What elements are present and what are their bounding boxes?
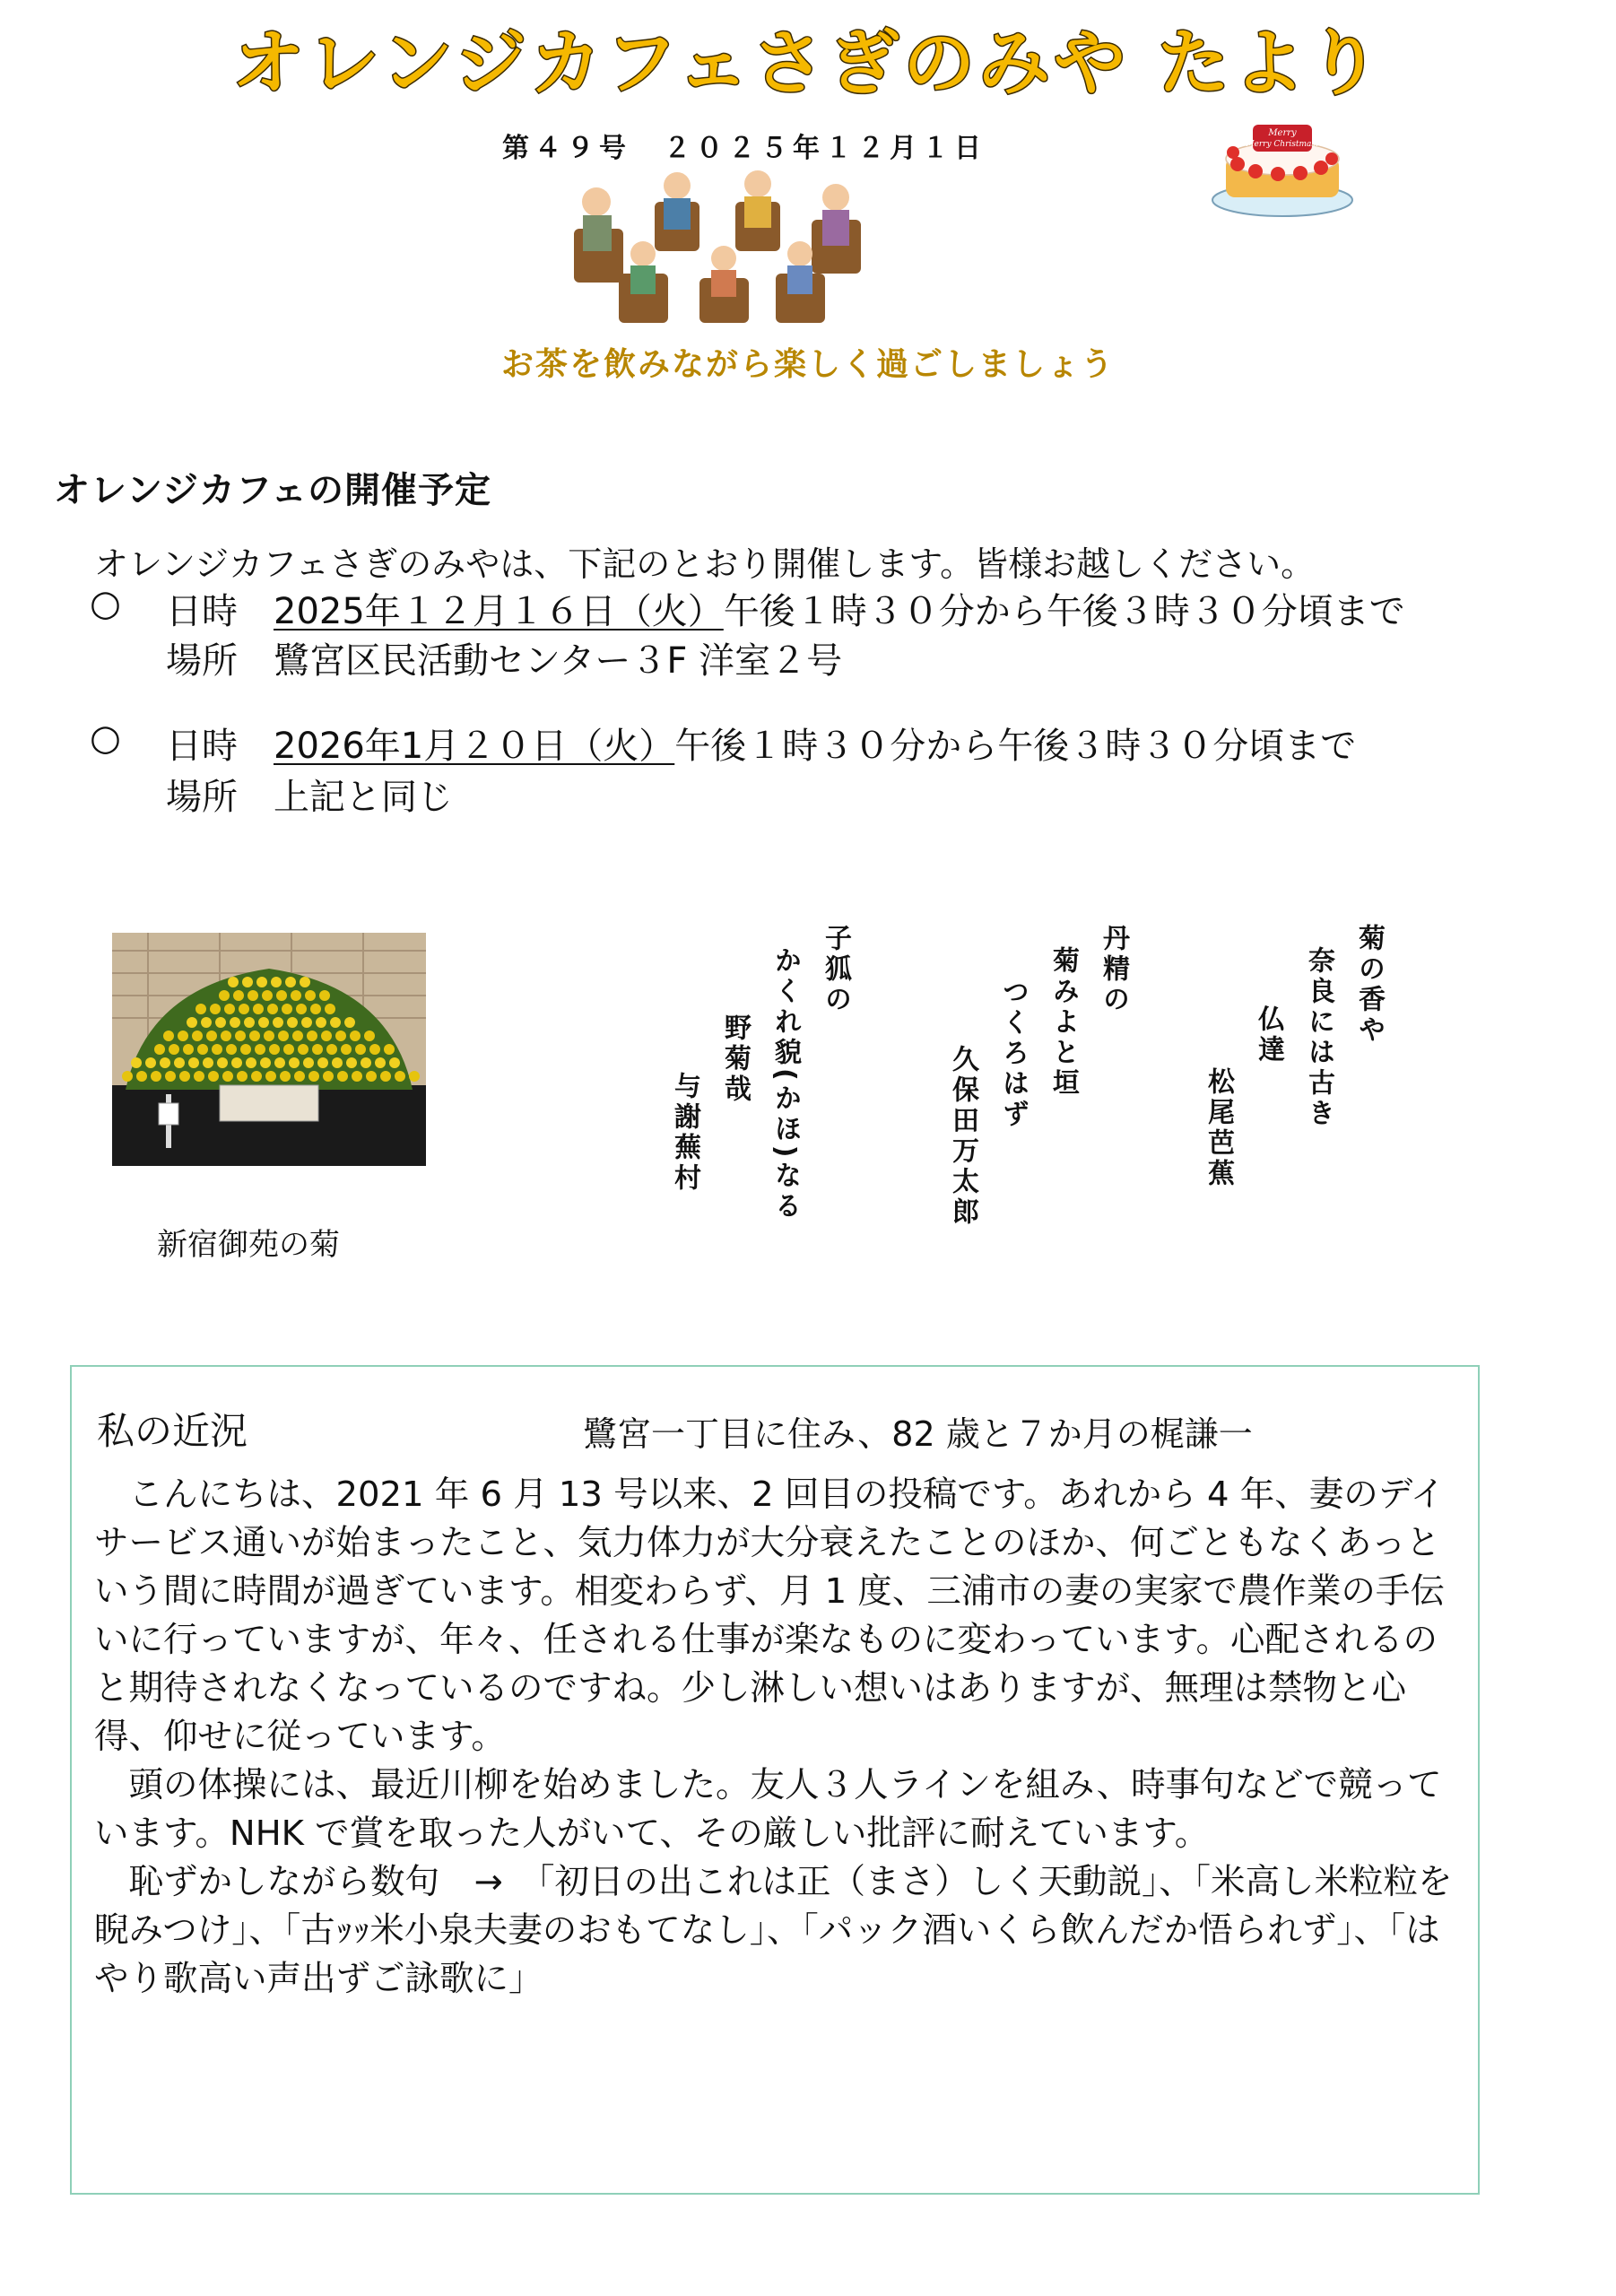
flower-dot bbox=[282, 1004, 292, 1014]
haiku-line: 菊の香や bbox=[1353, 924, 1385, 1046]
flower-dot bbox=[160, 1057, 170, 1068]
flower-dot bbox=[228, 977, 239, 987]
flower-dot bbox=[244, 1017, 255, 1028]
event-datetime bbox=[274, 583, 1405, 634]
flower-dot bbox=[249, 1031, 260, 1041]
flower-dot bbox=[267, 1004, 278, 1014]
flower-dot bbox=[251, 1071, 262, 1082]
essay-author: 鷺宮一丁目に住み、82 歳と７か月の梶謙一 bbox=[583, 1414, 1253, 1454]
flower-dot bbox=[369, 1044, 380, 1055]
flower-dot bbox=[258, 1017, 269, 1028]
flower-dot bbox=[296, 1004, 307, 1014]
datetime-label: 日時 bbox=[166, 726, 238, 767]
flower-dot bbox=[240, 1044, 251, 1055]
flower-dot bbox=[280, 1071, 291, 1082]
flower-dot bbox=[319, 990, 330, 1001]
flower-dot bbox=[151, 1071, 161, 1082]
place-label: 場所 bbox=[166, 777, 238, 818]
newsletter-title: オレンジカフェさぎのみや たより bbox=[232, 22, 1384, 105]
haiku-line: 子狐の bbox=[820, 924, 851, 1015]
flower-dot bbox=[303, 1057, 314, 1068]
flower-dot bbox=[203, 1057, 213, 1068]
flower-dot bbox=[265, 1071, 276, 1082]
event-bullet: ○ bbox=[90, 583, 121, 624]
flower-dot bbox=[237, 1071, 248, 1082]
haiku-line: 丹精の bbox=[1098, 924, 1129, 1015]
flower-dot bbox=[226, 1044, 237, 1055]
issue-date: 第４９号 ２０２５年１２月１日 bbox=[502, 133, 986, 164]
flower-dot bbox=[344, 1017, 355, 1028]
haiku-line: 菊みよと垣 bbox=[1047, 946, 1079, 1099]
event-time: 午後１時３０分から午後３時３０分頃まで bbox=[723, 591, 1405, 632]
flower-dot bbox=[330, 1017, 341, 1028]
flower-dot bbox=[253, 1004, 264, 1014]
flower-dot bbox=[326, 1044, 337, 1055]
flower-dot bbox=[384, 1044, 395, 1055]
flower-dot bbox=[366, 1071, 377, 1082]
flower-dot bbox=[242, 977, 253, 987]
flower-dot bbox=[235, 1031, 246, 1041]
haiku-line: 奈良には古き bbox=[1303, 946, 1334, 1129]
flower-dot bbox=[262, 990, 273, 1001]
flower-dot bbox=[273, 1017, 283, 1028]
flower-dot bbox=[231, 1057, 242, 1068]
haiku-kubota bbox=[937, 924, 1138, 1228]
flower-dot bbox=[208, 1071, 219, 1082]
flower-dot bbox=[355, 1044, 366, 1055]
event-time: 午後１時３０分から午後３時３０分頃まで bbox=[674, 726, 1357, 767]
flower-dot bbox=[350, 1031, 361, 1041]
flower-dot bbox=[325, 1004, 335, 1014]
flower-dot bbox=[264, 1031, 274, 1041]
flower-dot bbox=[292, 1031, 303, 1041]
essay-body bbox=[94, 1471, 1466, 2004]
place-label: 場所 bbox=[166, 640, 238, 682]
flower-dot bbox=[248, 990, 258, 1001]
haiku-author: 与謝蕪村 bbox=[669, 1072, 700, 1194]
flower-dot bbox=[316, 1017, 326, 1028]
flower-dot bbox=[307, 1031, 317, 1041]
flower-dot bbox=[332, 1057, 343, 1068]
schedule-intro: オレンジカフェさぎのみやは、下記のとおり開催します。皆様お越しください。 bbox=[94, 544, 1316, 584]
essay-title: 私の近況 bbox=[97, 1409, 248, 1453]
flower-dot bbox=[206, 1031, 217, 1041]
flower-dot bbox=[312, 1044, 323, 1055]
flower-dot bbox=[154, 1044, 165, 1055]
datetime-label: 日時 bbox=[166, 591, 238, 632]
flower-dot bbox=[169, 1044, 179, 1055]
flower-dot bbox=[163, 1031, 174, 1041]
people-circle-illustration bbox=[556, 166, 879, 332]
flower-dot bbox=[239, 1004, 249, 1014]
flower-dot bbox=[380, 1071, 391, 1082]
flower-dot bbox=[230, 1017, 240, 1028]
flower-dot bbox=[364, 1031, 375, 1041]
haiku-basho bbox=[1193, 924, 1394, 1189]
haiku-line: かくれ貌(かほ)なる bbox=[769, 946, 801, 1222]
flower-dot bbox=[122, 1071, 133, 1082]
flower-dot bbox=[300, 977, 310, 987]
slogan: お茶を飲みながら楽しく過ごしましょう bbox=[500, 346, 1115, 383]
flower-dot bbox=[308, 1071, 319, 1082]
flower-dot bbox=[341, 1044, 352, 1055]
flower-dot bbox=[224, 1004, 235, 1014]
flower-dot bbox=[178, 1031, 188, 1041]
haiku-line: 野菊哉 bbox=[719, 1013, 751, 1105]
flower-dot bbox=[136, 1071, 147, 1082]
flower-dot bbox=[145, 1057, 156, 1068]
christmas-cake-illustration bbox=[1206, 112, 1359, 220]
flower-dot bbox=[260, 1057, 271, 1068]
flower-dot bbox=[201, 1017, 212, 1028]
flower-dot bbox=[194, 1071, 204, 1082]
flower-dot bbox=[361, 1057, 371, 1068]
flower-dot bbox=[188, 1057, 199, 1068]
event-place: 鷺宮区民活動センター３F 洋室２号 bbox=[274, 640, 843, 682]
cake-message: Merry Christmas! bbox=[1246, 140, 1319, 149]
photo-caption: 新宿御苑の菊 bbox=[157, 1227, 340, 1263]
flower-dot bbox=[352, 1071, 362, 1082]
flower-dot bbox=[271, 977, 282, 987]
flower-dot bbox=[285, 977, 296, 987]
flower-dot bbox=[269, 1044, 280, 1055]
flower-dot bbox=[289, 1057, 300, 1068]
flower-dot bbox=[255, 1044, 265, 1055]
flower-dot bbox=[179, 1071, 190, 1082]
flower-dot bbox=[335, 1031, 346, 1041]
flower-dot bbox=[187, 1017, 197, 1028]
flower-dot bbox=[323, 1071, 334, 1082]
haiku-buson bbox=[659, 924, 860, 1222]
flower-dot bbox=[294, 1071, 305, 1082]
schedule-heading: オレンジカフェの開催予定 bbox=[54, 470, 491, 511]
flower-dot bbox=[283, 1044, 294, 1055]
event-place: 上記と同じ bbox=[274, 777, 453, 818]
chrysanthemum-photo bbox=[112, 933, 426, 1166]
flower-dot bbox=[131, 1057, 142, 1068]
svg-text:Merry: Merry bbox=[1268, 128, 1297, 138]
flower-dot bbox=[212, 1044, 222, 1055]
flower-dot bbox=[222, 1071, 233, 1082]
flower-dot bbox=[298, 1044, 308, 1055]
flower-dot bbox=[195, 1004, 206, 1014]
flower-dot bbox=[375, 1057, 386, 1068]
event-date: 2025年１２月１６日（火） bbox=[274, 591, 724, 632]
flower-dot bbox=[197, 1044, 208, 1055]
flower-dot bbox=[278, 1031, 289, 1041]
haiku-line: つくろはず bbox=[997, 978, 1029, 1130]
flower-dot bbox=[321, 1031, 332, 1041]
flower-dot bbox=[233, 990, 244, 1001]
flower-dot bbox=[217, 1057, 228, 1068]
event-bullet: ○ bbox=[90, 718, 121, 759]
essay-paragraph: 頭の体操には、最近川柳を始めました。友人３人ラインを組み、時事句などで競っています。NHK で賞を取った人がいて、その厳しい批評に耐えています。 bbox=[94, 1765, 1442, 1854]
event-datetime bbox=[274, 718, 1356, 769]
essay-paragraph: 恥ずかしながら数句 → 「初日の出これは正（まさ）しく天動説」、「米高し米粒粒を睨みつけ」、「古ｯｯ米小泉夫妻のおもてなし」、「パック酒いくら飲んだか悟られず」、「はやり歌高い声出ずご詠歌に」 bbox=[94, 1862, 1453, 1999]
flower-dot bbox=[221, 1031, 231, 1041]
flower-dot bbox=[389, 1057, 400, 1068]
flower-dot bbox=[183, 1044, 194, 1055]
flower-dot bbox=[256, 977, 267, 987]
flower-dot bbox=[305, 990, 316, 1001]
flower-dot bbox=[409, 1071, 420, 1082]
flower-dot bbox=[174, 1057, 185, 1068]
flower-dot bbox=[219, 990, 230, 1001]
flower-dot bbox=[192, 1031, 203, 1041]
event-date: 2026年1月２０日（火） bbox=[274, 726, 675, 767]
flower-dot bbox=[276, 990, 287, 1001]
flower-dot bbox=[291, 990, 301, 1001]
flower-dot bbox=[346, 1057, 357, 1068]
haiku-author: 松尾芭蕉 bbox=[1203, 1067, 1234, 1189]
flower-dot bbox=[310, 1004, 321, 1014]
flower-dot bbox=[317, 1057, 328, 1068]
flower-dot bbox=[301, 1017, 312, 1028]
flower-dot bbox=[287, 1017, 298, 1028]
flower-dot bbox=[210, 1004, 221, 1014]
flower-dot bbox=[395, 1071, 405, 1082]
flower-dot bbox=[246, 1057, 256, 1068]
essay-paragraph: こんにちは、2021 年 6 月 13 号以来、2 回目の投稿です。あれから 4 年、妻のデイサービス通いが始まったこと、気力体力が大分衰えたことのほか、何ごともなくあっという間に時間が過ぎています。相変わらず、月 1 度、三浦市の妻の実家で農作業の手伝いに行っていますが、年々、任される仕事が楽なものに変わっています。心配されるのと期待されなくなっているのですね。少し淋しい想いはありますが、無理は禁物と心得、仰せに従っています。 bbox=[94, 1474, 1446, 1757]
flower-dot bbox=[337, 1071, 348, 1082]
flower-dot bbox=[165, 1071, 176, 1082]
flower-dot bbox=[274, 1057, 285, 1068]
haiku-line: 仏達 bbox=[1253, 1004, 1284, 1065]
haiku-author: 久保田万太郎 bbox=[947, 1045, 978, 1228]
flower-dot bbox=[215, 1017, 226, 1028]
